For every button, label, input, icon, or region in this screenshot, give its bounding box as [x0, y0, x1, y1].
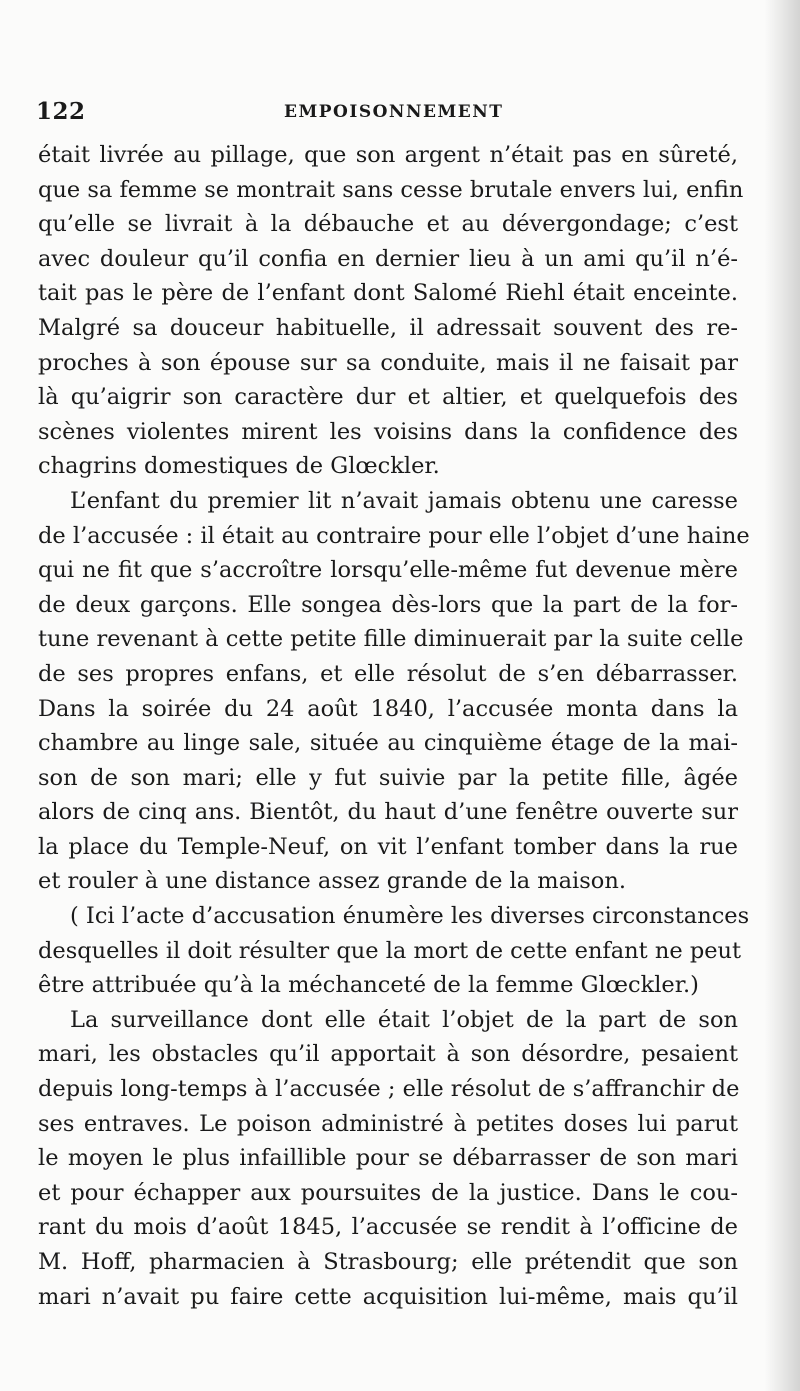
- page-gutter-shadow: [764, 0, 800, 1391]
- text-line: alors de cinq ans. Bientôt, du haut d’une fenêtre ouverte sur: [38, 799, 738, 826]
- text-line: chagrins domestiques de Glœckler.: [38, 453, 440, 480]
- paragraph-first-line: ( Ici l’acte d’accusation énumère les diverses circonstances: [70, 903, 750, 930]
- text-line: qui ne fit que s’accroître lorsqu’elle-même fut devenue mère: [38, 557, 738, 584]
- text-line: rant du mois d’août 1845, l’accusée se rendit à l’officine de: [38, 1214, 738, 1241]
- running-head: EMPOISONNEMENT: [284, 102, 504, 122]
- text-line: chambre au linge sale, située au cinquième étage de la mai-: [38, 730, 738, 757]
- text-line: ses entraves. Le poison administré à petites doses lui parut: [38, 1110, 738, 1137]
- text-line: scènes violentes mirent les voisins dans la confidence des: [38, 418, 738, 445]
- body-text: [38, 138, 750, 1314]
- text-line: de ses propres enfans, et elle résolut de s’en débarrasser.: [38, 660, 738, 687]
- text-line: avec douleur qu’il confia en dernier lieu à un ami qu’il n’é-: [38, 245, 738, 272]
- text-line: tune revenant à cette petite fille diminuerait par la suite celle: [38, 626, 744, 653]
- paragraph-first-line: La surveillance dont elle était l’objet de la part de son: [70, 1006, 738, 1033]
- text-line: et rouler à une distance assez grande de la maison.: [38, 868, 626, 895]
- text-line: mari n’avait pu faire cette acquisition lui-même, mais qu’il: [38, 1283, 738, 1310]
- text-line: depuis long-temps à l’accusée ; elle résolut de s’affranchir de: [38, 1076, 740, 1103]
- page-header: [36, 98, 726, 132]
- text-line: la place du Temple-Neuf, on vit l’enfant tomber dans la rue: [38, 833, 738, 860]
- text-line: qu’elle se livrait à la débauche et au dévergondage; c’est: [38, 211, 738, 238]
- text-line: de l’accusée : il était au contraire pour elle l’objet d’une haine: [38, 522, 750, 549]
- text-line: Dans la soirée du 24 août 1840, l’accusée monta dans la: [38, 695, 738, 722]
- text-line: que sa femme se montrait sans cesse brutale envers lui, enfin: [38, 176, 744, 203]
- text-line: être attribuée qu’à la méchanceté de la femme Glœckler.): [38, 972, 699, 999]
- text-line: M. Hoff, pharmacien à Strasbourg; elle prétendit que son: [38, 1249, 738, 1275]
- text-line: là qu’aigrir son caractère dur et altier, et quelquefois des: [38, 384, 738, 411]
- text-line: le moyen le plus infaillible pour se débarrasser de son mari: [38, 1145, 738, 1172]
- text-line: de deux garçons. Elle songea dès-lors que la part de la for-: [38, 591, 738, 618]
- text-line: était livrée au pillage, que son argent n’était pas en sûreté,: [38, 142, 738, 168]
- text-line: Malgré sa douceur habituelle, il adressait souvent des re-: [38, 314, 738, 341]
- text-line: proches à son épouse sur sa conduite, mais il ne faisait par: [38, 349, 738, 376]
- text-line: tait pas le père de l’enfant dont Salomé Riehl était enceinte.: [38, 280, 738, 307]
- text-line: mari, les obstacles qu’il apportait à son désordre, pesaient: [38, 1041, 738, 1068]
- paragraph-first-line: L’enfant du premier lit n’avait jamais obtenu une caresse: [70, 487, 738, 514]
- text-line: et pour échapper aux poursuites de la justice. Dans le cou-: [38, 1179, 738, 1206]
- text-line: son de son mari; elle y fut suivie par la petite fille, âgée: [38, 764, 738, 791]
- text-line: desquelles il doit résulter que la mort de cette enfant ne peut: [38, 937, 742, 964]
- page-number: 122: [36, 98, 86, 125]
